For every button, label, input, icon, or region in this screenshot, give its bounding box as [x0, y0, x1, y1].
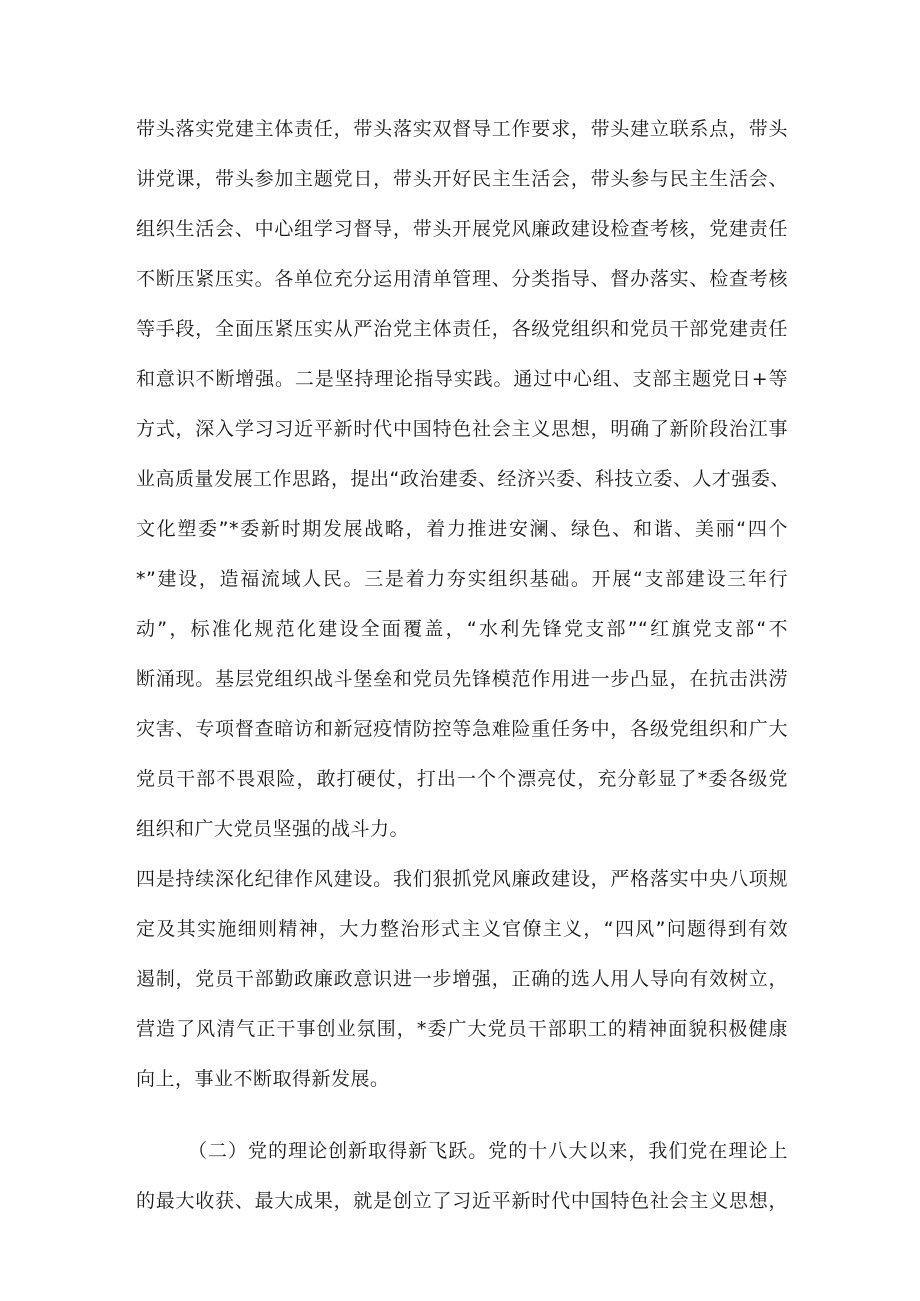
- text-line: *”建设，造福流域人民。三是着力夯实组织基础。开展“支部建设三年行: [136, 568, 788, 590]
- text-line: 定及其实施细则精神，大力整治形式主义官僚主义，“四风”问题得到有效: [136, 918, 788, 940]
- text-line: 遏制，党员干部勤政廉政意识进一步增强，正确的选人用人导向有效树立，: [136, 968, 788, 990]
- text-line: 断涌现。基层党组织战斗堡垒和党员先锋模范作用进一步凸显，在抗击洪涝: [136, 668, 788, 690]
- text-line: 不断压紧压实。各单位充分运用清单管理、分类指导、督办落实、检查考核: [136, 268, 788, 290]
- text-line: 动”，标准化规范化建设全面覆盖，“水利先锋党支部”“红旗党支部“不: [136, 618, 788, 640]
- text-line: 组织和广大党员坚强的战斗力。: [136, 818, 410, 840]
- text-line: 党员干部不畏艰险，敢打硬仗，打出一个个漂亮仗，充分彰显了*委各级党: [136, 768, 788, 790]
- text-line: 营造了风清气正干事创业氛围，*委广大党员干部职工的精神面貌积极健康: [136, 1018, 788, 1040]
- text-line: 灾害、专项督查暗访和新冠疫情防控等急难险重任务中，各级党组织和广大: [136, 718, 788, 740]
- text-line: 带头落实党建主体责任，带头落实双督导工作要求，带头建立联系点，带头: [136, 118, 788, 140]
- text-line: 等手段，全面压紧压实从严治党主体责任，各级党组织和党员干部党建责任: [136, 318, 788, 340]
- text-line: 向上，事业不断取得新发展。: [136, 1068, 390, 1090]
- section-heading-line: （二）党的理论创新取得新飞跃。党的十八大以来，我们党在理论上: [188, 1140, 788, 1162]
- text-line: 和意识不断增强。二是坚持理论指导实践。通过中心组、支部主题党日+等: [136, 368, 788, 390]
- text-line: 讲党课，带头参加主题党日，带头开好民主生活会，带头参与民主生活会、: [136, 168, 788, 190]
- text-line: 方式，深入学习习近平新时代中国特色社会主义思想，明确了新阶段治江事: [136, 418, 788, 440]
- text-line: 文化塑委”*委新时期发展战略，着力推进安澜、绿色、和谐、美丽“四个: [136, 518, 788, 540]
- text-line: 四是持续深化纪律作风建设。我们狠抓党风廉政建设，严格落实中央八项规: [136, 868, 788, 890]
- text-line: 的最大收获、最大成果，就是创立了习近平新时代中国特色社会主义思想，: [136, 1190, 788, 1212]
- text-line: 组织生活会、中心组学习督导，带头开展党风廉政建设检查考核，党建责任: [136, 218, 788, 240]
- text-line: 业高质量发展工作思路，提出“政治建委、经济兴委、科技立委、人才强委、: [136, 468, 790, 490]
